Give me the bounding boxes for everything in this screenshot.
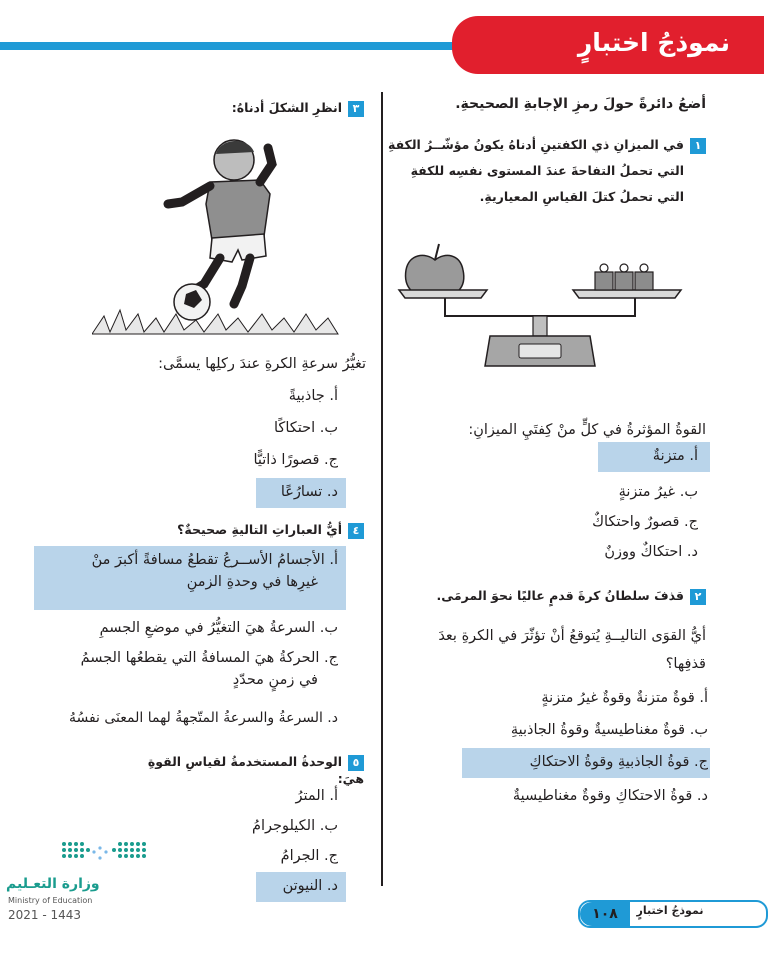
q2-option-d: د. قوةُ الاحتكاكِ وقوةٌ مغناطيسيةٌ	[512, 788, 708, 804]
q3-option-b: ب. احتكاكًا	[274, 420, 338, 436]
q4-option-a: أ. الأجسامُ الأســرعُ تقطعُ مسافةً أكبرَ منْ غيرِها في وحدةِ الزمنِ	[91, 552, 338, 590]
q1-option-d: د. احتكاكٌ ووزنٌ	[604, 544, 698, 560]
page-number: ١٠٨	[580, 902, 630, 926]
q3-option-a: أ. جاذبيةً	[288, 388, 338, 404]
right-pan	[573, 290, 681, 298]
q2-prompt-line2: قذفِها؟	[665, 656, 706, 672]
q3-option-c: ج. قصورًا ذاتيًّا	[253, 452, 338, 468]
footer-label: نموذجُ اختبارٍ	[636, 904, 704, 917]
q5-number: ٥	[348, 755, 364, 771]
q2-prompt-line1: أيُّ القوَى التاليــةِ يُتوقعُ أنْ تؤثّرَ في الكرةِ بعدَ	[438, 628, 706, 644]
q4-option-d: د. السرعةُ والسرعةُ المتّجهةُ لهما المعنَى نفسُهُ	[68, 710, 338, 726]
q2-option-a: أ. قوةٌ متزنةٌ وقوةٌ غيرُ متزنةٍ	[541, 690, 708, 706]
q1-number: ١	[690, 138, 706, 154]
q5-option-b: ب. الكيلوجرامُ	[252, 818, 338, 834]
ministry-year: 2021 - 1443	[8, 908, 82, 922]
banner-title: نموذجُ اختبارٍ	[577, 28, 730, 57]
q1-option-b: ب. غيرُ متزنةٍ	[618, 484, 698, 500]
question-3: ٣انظرِ الشكلَ أدناهُ:	[150, 100, 364, 117]
balance-scale-illustration	[395, 238, 690, 388]
header-rule	[0, 42, 480, 50]
q1-text-line3: التي تحملُ كتلَ القياسِ المعياريةِ.	[479, 189, 684, 204]
q4-option-c: ج. الحركةُ هيَ المسافةُ التي يقطعُها الجسمُ في زمنٍ محدّدٍ	[80, 650, 338, 688]
question-2: ٢قذفَ سلطانُ كرةَ قدمٍ عاليًا نحوَ المرمَى.	[376, 588, 706, 605]
question-4: ٤أيُّ العباراتِ التاليةِ صحيحةٌ؟	[130, 522, 364, 539]
question-5: ٥الوحدةُ المستخدمةُ لقياسِ القوةِ هيَ:	[147, 754, 364, 786]
q1-text-line2: التي تحملُ التفاحةَ عندَ المستوى نفسِه للكفةِ	[410, 163, 684, 178]
q5-option-d: د. النيوتن	[282, 878, 338, 894]
q1-prompt: القوةُ المؤثرةُ في كلٍّ منْ كِفتَيِ الميزانِ:	[468, 422, 706, 438]
q5-option-a: أ. المترُ	[295, 788, 338, 804]
q3-number: ٣	[348, 101, 364, 117]
left-pan	[399, 290, 487, 298]
instruction: أضعُ دائرةً حولَ رمزِ الإجابةِ الصحيحةِ.	[455, 96, 706, 112]
q4-option-b: ب. السرعةُ هيَ التغيُّرُ في موضعِ الجسمِ	[99, 620, 338, 636]
boy-shirt	[206, 180, 270, 240]
ministry-logo-icon	[58, 838, 150, 872]
q4-number: ٤	[348, 523, 364, 539]
q1-option-a: أ. متزنةٌ	[652, 448, 698, 464]
boy-kicking-ball-illustration	[92, 124, 342, 342]
q1-text: ١في الميزانِ ذي الكفتينِ أدناهُ يكونُ مؤشّــرُ الكفةِ	[376, 132, 706, 158]
q2-option-b: ب. قوةٌ مغناطيسيةٌ وقوةُ الجاذبيةِ	[510, 722, 708, 738]
ministry-name-ar: وزارة التعـليم	[6, 876, 100, 892]
q2-number: ٢	[690, 589, 706, 605]
q1-option-c: ج. قصورٌ واحتكاكٌ	[592, 514, 698, 530]
q3-prompt: تغيُّرُ سرعةِ الكرةِ عندَ ركلِها يسمَّى:	[158, 356, 366, 372]
q2-option-c: ج. قوةُ الجاذبيةِ وقوةُ الاحتكاكِ	[529, 754, 708, 770]
question-1	[376, 132, 706, 210]
ministry-name-en: Ministry of Education	[8, 896, 93, 905]
q3-option-d: د. تسارُعًا	[280, 484, 338, 500]
weights-icon	[595, 264, 653, 290]
q5-option-c: ج. الجرامُ	[280, 848, 338, 864]
title-banner	[452, 16, 764, 74]
